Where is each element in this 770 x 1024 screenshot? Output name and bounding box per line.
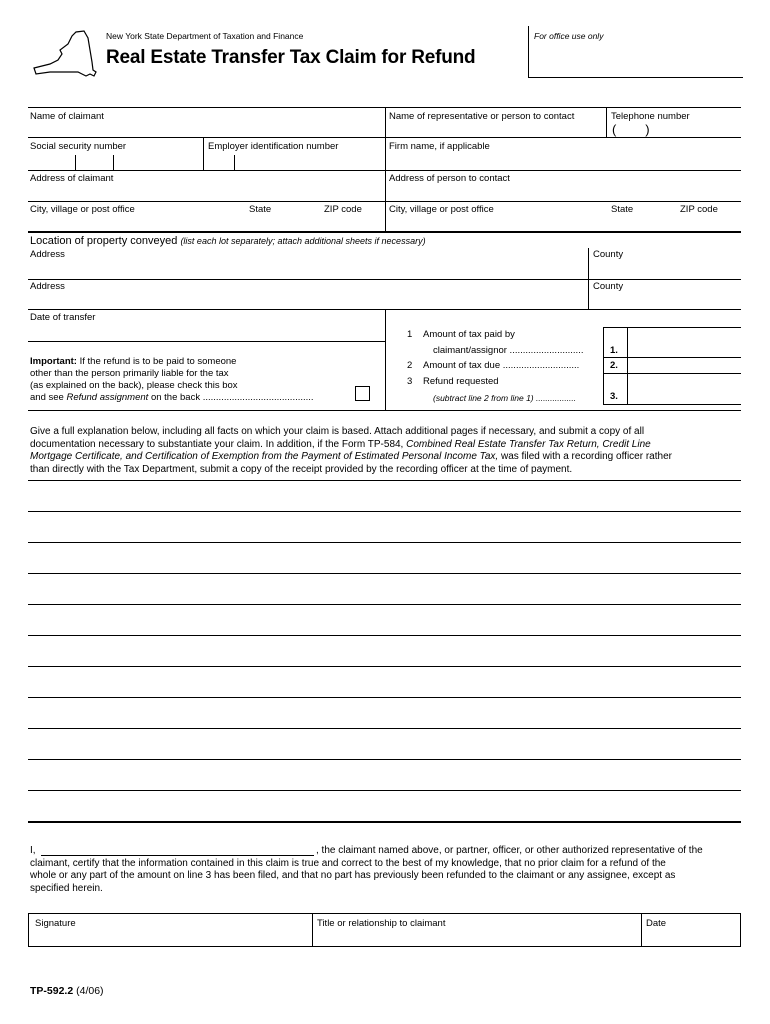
telephone-label: Telephone number	[611, 111, 690, 122]
signature-date-field[interactable]	[642, 914, 739, 946]
page-title: Real Estate Transfer Tax Claim for Refund	[106, 47, 476, 68]
line-2-text: Amount of tax due .............................	[423, 360, 580, 371]
property-county-2-field[interactable]	[589, 280, 741, 309]
important-line-4c: on the back ..........................................	[148, 392, 314, 403]
important-line-1: If the refund is to be paid to someone	[76, 356, 237, 367]
contact-city-label: City, village or post office	[389, 204, 494, 215]
contact-address-field[interactable]	[386, 171, 741, 201]
writing-line	[28, 542, 741, 543]
writing-line	[28, 573, 741, 574]
claimant-name-label: Name of claimant	[30, 111, 104, 122]
signature-label: Signature	[35, 918, 76, 929]
contact-state-label: State	[611, 204, 634, 215]
line-3-amount-input[interactable]	[628, 374, 741, 404]
writing-line	[28, 666, 741, 667]
line-1-number: 1	[407, 329, 413, 340]
department-name: New York State Department of Taxation and Finance	[106, 31, 304, 41]
certification-line-4: specified herein.	[30, 882, 103, 894]
important-line-3: (as explained on the back), please check this box	[30, 380, 238, 391]
explanation-line-4: than directly with the Tax Department, submit a copy of the receipt provided by the recording officer at the time of payment.	[30, 463, 573, 475]
property-address-2-label: Address	[30, 281, 65, 292]
writing-line	[28, 480, 741, 481]
line-1-text-1: Amount of tax paid by	[423, 329, 515, 340]
explanation-line-3a: Mortgage Certificate, and Certification of Exemption from the Payment of Estimated Personal Income Tax,	[30, 451, 499, 462]
certification-line-2: claimant, certify that the information contained in this claim is true and correct to the best of my knowledge, that no prior claim for a refund of the	[30, 857, 666, 869]
ein-field[interactable]	[204, 138, 385, 170]
form-identifier	[30, 985, 104, 997]
form-revision: (4/06)	[73, 985, 104, 997]
claimant-name-line[interactable]	[41, 855, 314, 856]
firm-name-label: Firm name, if applicable	[389, 141, 490, 152]
explanation-instructions	[30, 426, 740, 476]
area-code-parens: ( )	[612, 122, 650, 137]
line-2-amount-input[interactable]	[628, 358, 741, 373]
important-line-2: other than the person primarily liable for the tax	[30, 368, 229, 379]
signature-field[interactable]	[29, 914, 312, 946]
property-heading-text: Location of property conveyed	[30, 235, 178, 247]
office-use-label: For office use only	[534, 31, 604, 41]
writing-line	[28, 511, 741, 512]
line-1-amount-input[interactable]	[628, 328, 741, 357]
claimant-city-label: City, village or post office	[30, 204, 135, 215]
contact-address-label: Address of person to contact	[389, 173, 510, 184]
explanation-line-3b: was filed with a recording officer rather	[498, 451, 672, 462]
line-3-text: Refund requested	[423, 376, 499, 387]
writing-line	[28, 635, 741, 636]
important-line-4b: Refund assignment	[66, 392, 149, 403]
property-heading-note: (list each lot separately; attach additional sheets if necessary)	[180, 236, 426, 246]
ein-label: Employer identification number	[208, 141, 339, 152]
representative-name-label: Name of representative or person to contact	[389, 111, 575, 122]
line-1-text-2: claimant/assignor ............................	[433, 345, 584, 356]
representative-name-field[interactable]	[386, 108, 606, 137]
claimant-state-label: State	[249, 204, 272, 215]
ssn-label: Social security number	[30, 141, 127, 152]
certification-i: I,	[30, 845, 36, 856]
line-3-box-label: 3.	[610, 391, 618, 402]
writing-line	[28, 604, 741, 605]
property-heading	[30, 235, 426, 247]
contact-city-field[interactable]	[386, 202, 741, 231]
explanation-line-2a: documentation necessary to substantiate your claim. In addition, if the Form TP-584,	[30, 438, 407, 450]
property-address-1-label: Address	[30, 249, 65, 260]
title-relationship-label: Title or relationship to claimant	[317, 918, 446, 929]
property-county-2-label: County	[593, 281, 624, 292]
property-address-1-field[interactable]	[28, 248, 588, 278]
claimant-address-field[interactable]	[28, 171, 385, 201]
line-2-box-label: 2.	[610, 360, 618, 371]
ssn-field[interactable]	[28, 138, 203, 170]
explanation-line-2b: Combined Real Estate Transfer Tax Return, Credit Line	[406, 438, 651, 450]
transfer-date-field[interactable]	[28, 310, 385, 341]
telephone-field[interactable]	[607, 108, 741, 137]
property-county-1-field[interactable]	[589, 248, 741, 278]
important-note	[30, 356, 314, 404]
claimant-name-field[interactable]	[28, 108, 385, 137]
property-address-2-field[interactable]	[28, 280, 588, 309]
claimant-address-label: Address of claimant	[30, 173, 114, 184]
line-3-note: (subtract line 2 from line 1) .................	[433, 393, 577, 403]
transfer-date-label: Date of transfer	[30, 312, 96, 323]
ny-state-map-logo	[30, 28, 100, 80]
line-1-box-label: 1.	[610, 345, 618, 356]
firm-name-field[interactable]	[386, 138, 741, 170]
section-divider	[28, 821, 741, 823]
explanation-text-area[interactable]	[28, 480, 741, 822]
title-relationship-field[interactable]	[313, 914, 641, 946]
ny-state-outline-icon	[30, 28, 100, 80]
certification-line-1: , the claimant named above, or partner, officer, or other authorized representative of the	[316, 845, 703, 856]
claimant-zip-label: ZIP code	[324, 204, 362, 215]
form-id: TP-592.2	[30, 985, 74, 997]
contact-zip-label: ZIP code	[680, 204, 718, 215]
property-county-1-label: County	[593, 249, 624, 260]
certification-line-3: whole or any part of the amount on line 3 has been filed, and that no part has previously been refunded to the claimant or any assignee, except as	[30, 870, 676, 881]
important-lead: Important:	[30, 356, 77, 367]
claimant-city-field[interactable]	[28, 202, 385, 231]
certification-text	[30, 845, 703, 895]
refund-assignment-checkbox[interactable]	[355, 386, 370, 401]
explanation-line-1: Give a full explanation below, including all facts on which your claim is based. Attach additional pages if necessary, and submit a copy of all	[30, 426, 645, 437]
important-line-4a: and see	[30, 392, 67, 403]
signature-date-label: Date	[646, 918, 667, 929]
line-3-number: 3	[407, 376, 413, 387]
writing-line	[28, 697, 741, 698]
writing-line	[28, 728, 741, 729]
writing-line	[28, 759, 741, 760]
line-2-number: 2	[407, 360, 413, 371]
writing-line	[28, 790, 741, 791]
office-use-box	[528, 26, 743, 78]
